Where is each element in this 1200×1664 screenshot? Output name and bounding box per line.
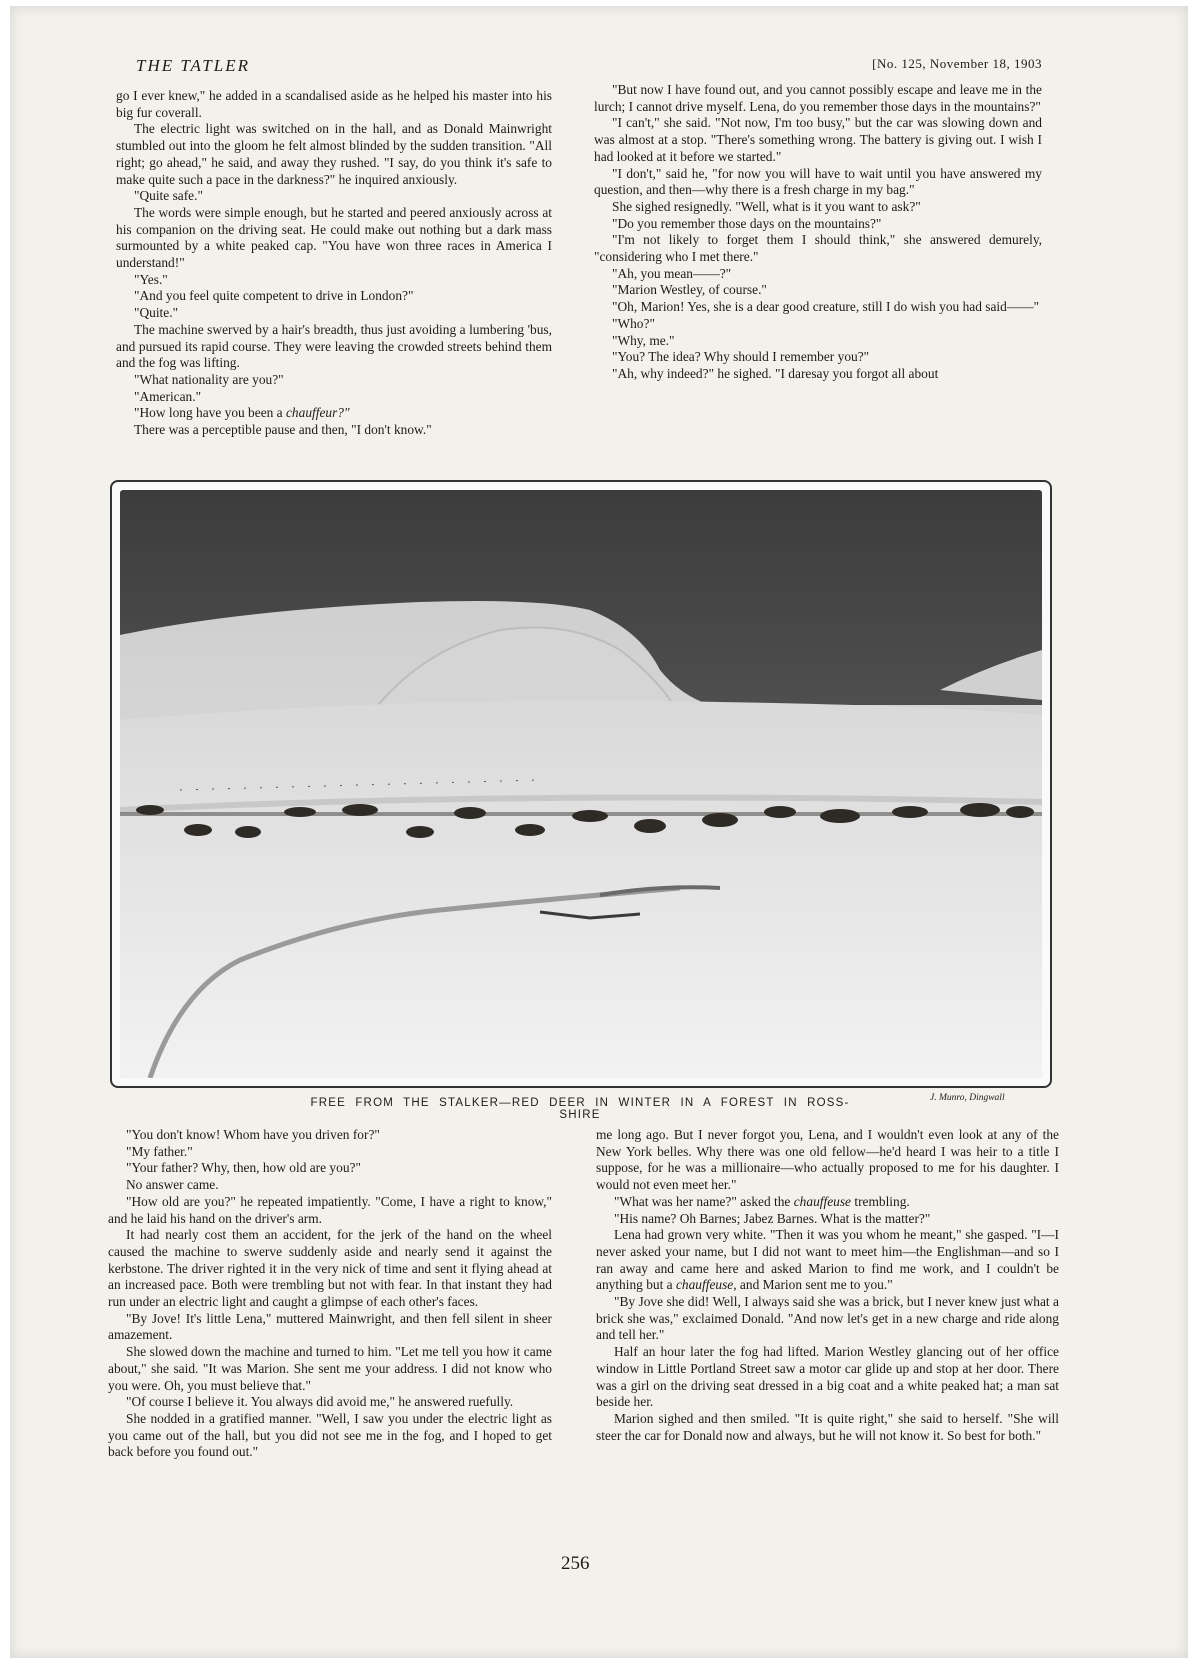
photo-credit: J. Munro, Dingwall bbox=[930, 1093, 1005, 1103]
paragraph: "Ah, why indeed?" he sighed. "I daresay you forgot all about bbox=[612, 365, 939, 381]
paragraph: "By Jove she did! Well, I always said she was a brick, but I never knew just what a brick she was," exclaimed Donald. "And now let's get in a new charge and ride along and tell her." bbox=[596, 1294, 1059, 1343]
paragraph bbox=[596, 1194, 1059, 1211]
paragraph: "Of course I believe it. You always did avoid me," he answered ruefully. bbox=[126, 1394, 514, 1410]
paragraph: No answer came. bbox=[126, 1177, 219, 1193]
paragraph: "And you feel quite competent to drive in London?" bbox=[134, 288, 414, 304]
paragraph: "Quite safe." bbox=[134, 188, 203, 204]
paragraph: "You don't know! Whom have you driven for?" bbox=[126, 1127, 380, 1142]
paragraph: "Who?" bbox=[612, 315, 655, 331]
paragraph: me long ago. But I never forgot you, Lena, and I wouldn't even look at any of the New York belles. Why there was one old fellow—he'd heard I was heir to a title I suppose, for he was a millionaire—who actually proposed to me for his daughter. I would not even meet her." bbox=[596, 1127, 1059, 1193]
paragraph: "I don't," said he, "for now you will have to wait until you have answered my question, and then—why there is a fresh charge in my bag." bbox=[594, 165, 1042, 198]
italic-text-run: chauffeur?" bbox=[285, 405, 350, 421]
paragraph: "How old are you?" he repeated impatiently. "Come, I have a right to know," and he laid his hand on the driver's arm. bbox=[108, 1193, 552, 1226]
text-run: "How long have you been a bbox=[134, 405, 286, 421]
text-column-top-left bbox=[116, 88, 552, 439]
paragraph: "I'm not likely to forget them I should think," she answered demurely, "considering who I met there." bbox=[594, 232, 1042, 265]
photo-caption: FREE FROM THE STALKER—RED DEER IN WINTER IN A FOREST IN ROSS-SHIRE bbox=[310, 1097, 850, 1121]
italic-text-run: chauffeuse bbox=[793, 1193, 851, 1209]
paragraph: It had nearly cost them an accident, for the jerk of the hand on the wheel caused the machine to swerve suddenly aside and nearly send it against the kerbstone. The driver righted it in the very nick of time and sent it flying ahead at an increased pace. Both were trembling but not with fear. In that instant they had run under an electric light and caught a glimpse of each other's faces. bbox=[108, 1227, 552, 1310]
paragraph: "You? The idea? Why should I remember you?" bbox=[612, 349, 870, 365]
running-title: THE TATLER bbox=[136, 56, 250, 75]
paragraph: "What nationality are you?" bbox=[134, 371, 284, 387]
paragraph: Marion sighed and then smiled. "It is quite right," she said to herself. "She will steer the car for Donald now and always, but he will not know it. So best for both." bbox=[596, 1410, 1059, 1443]
paragraph: She sighed resignedly. "Well, what is it you want to ask?" bbox=[612, 198, 921, 214]
paragraph: "His name? Oh Barnes; Jabez Barnes. What is the matter?" bbox=[614, 1210, 931, 1226]
deer-photograph bbox=[120, 490, 1042, 1078]
paragraph: She slowed down the machine and turned to him. "Let me tell you how it came about," she said. "It was Marion. She sent me your address. I did not know who you were. Oh, you must believe that." bbox=[108, 1344, 552, 1393]
paragraph: "Do you remember those days on the mountains?" bbox=[612, 215, 882, 231]
paragraph: "Yes." bbox=[134, 271, 168, 287]
paragraph: Half an hour later the fog had lifted. Marion Westley glancing out of her office window in Little Portland Street saw a motor car glide up and stop at her door. There was a girl on the driving seat dressed in a big coat and a white peaked hat; a man sat beside her. bbox=[596, 1344, 1059, 1410]
text-column-bottom-right bbox=[596, 1127, 1059, 1444]
issue-line: [No. 125, November 18, 1903 bbox=[872, 56, 1042, 71]
paragraph: "By Jove! It's little Lena," muttered Mainwright, and then fell silent in sheer amazement. bbox=[108, 1310, 552, 1343]
paragraph: "I can't," she said. "Not now, I'm too busy," but the car was slowing down and was almost at a stop. "There's something wrong. The battery is giving out. I wish I had looked at it before we started." bbox=[594, 115, 1042, 164]
text-run: "What was her name?" asked the bbox=[614, 1193, 794, 1209]
paragraph: The electric light was switched on in the hall, and as Donald Mainwright stumbled out into the gloom he felt almost blinded by the sudden transition. "All right; go ahead," he said, and away they rushed. "I say, do you think it's safe to make quite such a pace in the darkness?" he inquired anxiously. bbox=[116, 121, 552, 187]
page-number: 256 bbox=[561, 1553, 590, 1574]
text-column-bottom-left bbox=[108, 1127, 552, 1461]
paragraph: She nodded in a gratified manner. "Well, I saw you under the electric light as you came out of the hall, but you did not see me in the fog, and I hoped to get back before you found out." bbox=[108, 1410, 552, 1460]
paragraph: "Marion Westley, of course." bbox=[612, 282, 767, 298]
paragraph: "Your father? Why, then, how old are you?" bbox=[126, 1160, 361, 1176]
text-run: , and Marion sent me to you." bbox=[733, 1277, 893, 1293]
photo-frame bbox=[110, 480, 1052, 1088]
paragraph: "Oh, Marion! Yes, she is a dear good creature, still I do wish you had said——" bbox=[612, 299, 1040, 315]
snow-landscape-illustration bbox=[120, 490, 1042, 1078]
paragraph: "Why, me." bbox=[612, 332, 675, 348]
paragraph: The words were simple enough, but he started and peered anxiously across at his companion on the driving seat. He could make out nothing but a dark mass surmounted by a white peaked cap. "You have won three races in America I understand!" bbox=[116, 204, 552, 271]
text-run: trembling. bbox=[851, 1193, 910, 1209]
paragraph: "American." bbox=[134, 388, 202, 404]
paragraph: "But now I have found out, and you cannot possibly escape and leave me in the lurch; I cannot drive myself. Lena, do you remember those days in the mountains?" bbox=[594, 82, 1042, 114]
paragraph: The machine swerved by a hair's breadth, thus just avoiding a lumbering 'bus, and pursued its rapid course. They were leaving the crowded streets behind them and the fog was lifting. bbox=[116, 321, 552, 371]
paragraph: go I ever knew," he added in a scandalised aside as he helped his master into his big fur coverall. bbox=[116, 88, 552, 120]
page-header bbox=[136, 56, 1042, 78]
italic-text-run: chauffeuse bbox=[675, 1277, 734, 1293]
text-run: Lena had grown very white. "Then it was you whom he meant," she gasped. "I—I never asked your name, but I did not want to meet him—the Englishman—and so I ran away and came here and asked Marion to find me work, and I couldn't be anything but a bbox=[596, 1227, 1059, 1293]
paragraph: "My father." bbox=[126, 1143, 193, 1159]
text-column-top-right bbox=[594, 82, 1042, 383]
paragraph: There was a perceptible pause and then, "I don't know." bbox=[134, 422, 432, 438]
paragraph: "Ah, you mean——?" bbox=[612, 265, 732, 281]
paragraph bbox=[596, 1227, 1059, 1294]
paragraph: "Quite." bbox=[134, 305, 179, 321]
paragraph bbox=[116, 405, 552, 422]
